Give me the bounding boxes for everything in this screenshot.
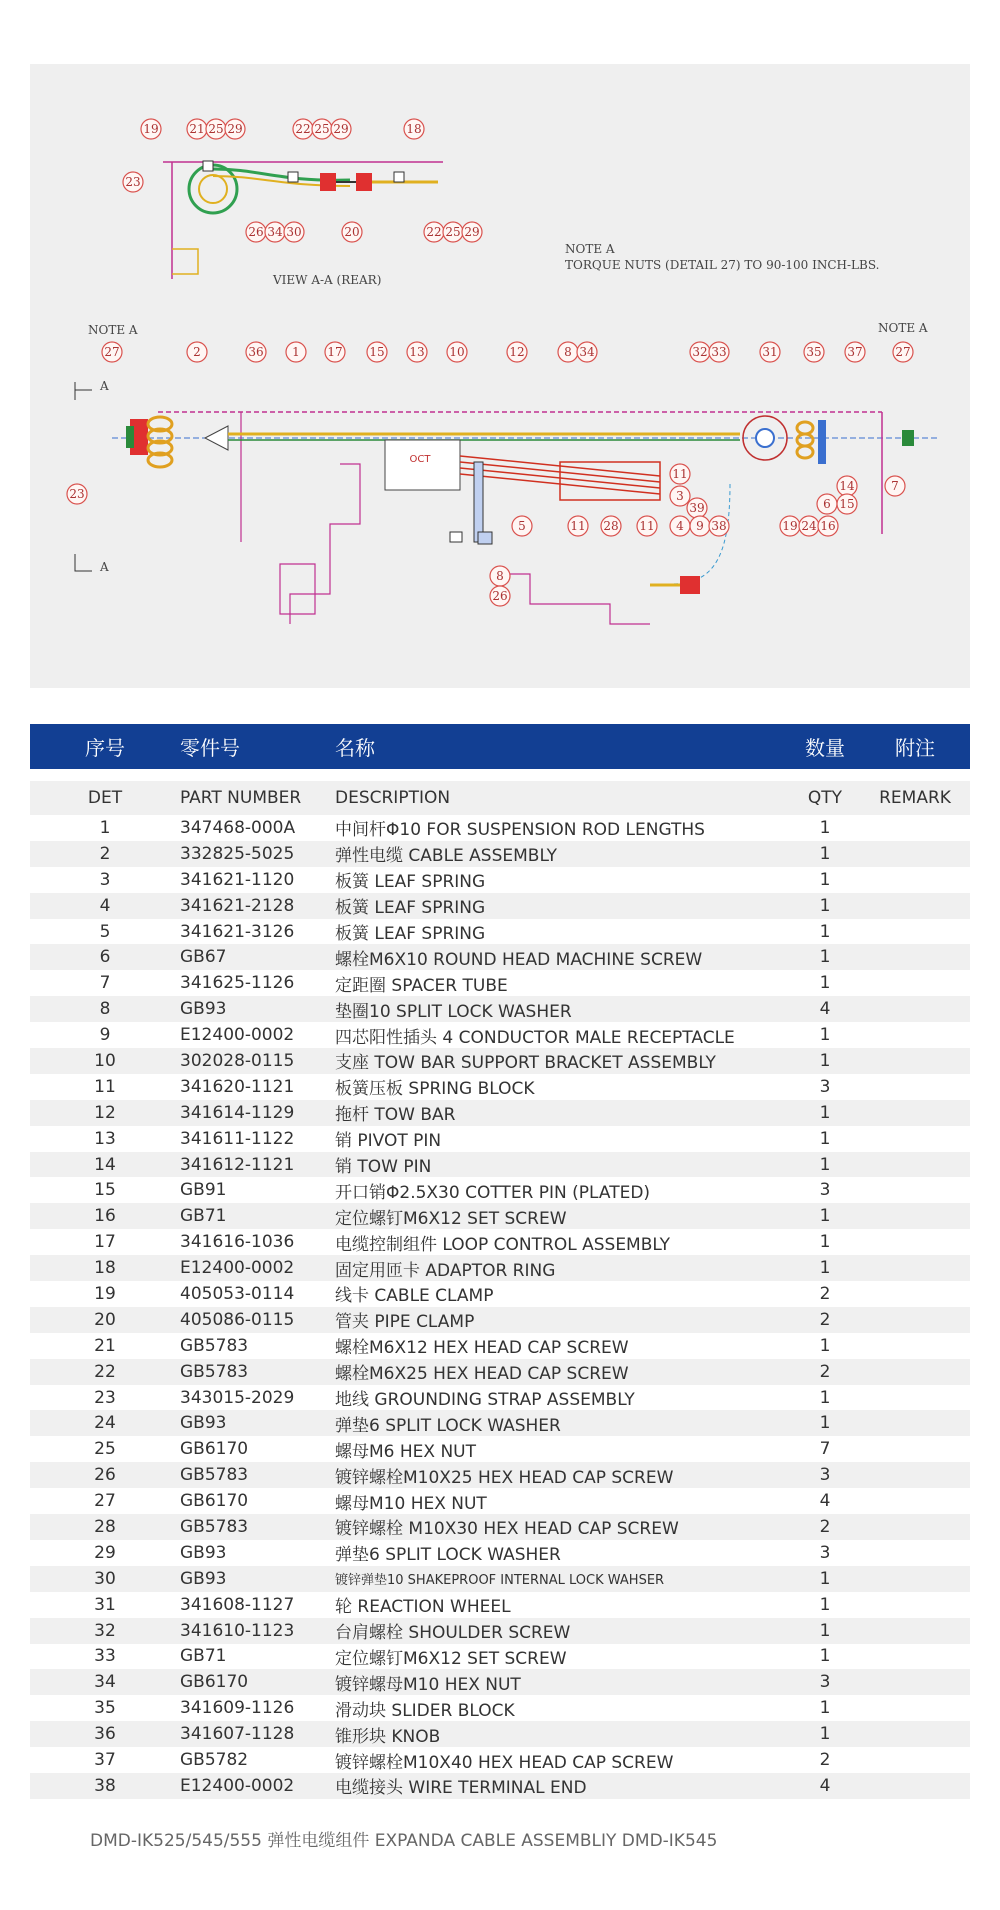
table-subheader [30, 781, 970, 815]
cell-part: 341611-1122 [180, 1128, 295, 1149]
cell-qty: 2 [819, 1516, 831, 1537]
table-row [30, 1022, 970, 1048]
cell-desc: 螺母M6 HEX NUT [335, 1441, 477, 1462]
header-part: 零件号 [180, 736, 240, 760]
cell-qty: 1 [819, 895, 831, 916]
table-row [30, 1566, 970, 1592]
drawing-svg [30, 64, 970, 688]
table-row [30, 1152, 970, 1178]
cell-det: 37 [94, 1750, 116, 1770]
cell-qty: 1 [819, 843, 831, 864]
header-qty: 数量 [805, 736, 845, 760]
callout-label: 16 [820, 519, 836, 533]
cell-desc: 镀锌螺栓 M10X30 HEX HEAD CAP SCREW [335, 1519, 679, 1540]
cell-part: 302028-0115 [180, 1050, 295, 1071]
cell-part: E12400-0002 [180, 1258, 295, 1279]
cell-det: 8 [99, 999, 111, 1020]
cell-desc: 弹垫6 SPLIT LOCK WASHER [335, 1415, 561, 1436]
cell-det: 32 [94, 1620, 116, 1641]
cell-qty: 1 [819, 947, 831, 968]
note-text: TORQUE NUTS (DETAIL 27) TO 90-100 INCH-LBS. [565, 258, 880, 272]
cell-det: 18 [94, 1258, 116, 1279]
cell-qty: 1 [819, 1698, 831, 1719]
callout-label: 4 [676, 519, 684, 533]
callout-label: 26 [248, 225, 264, 239]
section-marker-top [75, 382, 92, 400]
cell-det: 35 [94, 1698, 116, 1719]
cell-desc: 销 PIVOT PIN [335, 1131, 442, 1152]
cell-part: GB91 [180, 1180, 227, 1201]
table-row [30, 1488, 970, 1514]
cell-det: 26 [94, 1465, 116, 1486]
cell-qty: 2 [819, 1361, 831, 1382]
table-row [30, 1074, 970, 1100]
callout-label: 15 [369, 345, 385, 359]
callout-label: 25 [445, 225, 461, 239]
cell-det: 29 [94, 1542, 116, 1563]
cell-det: 22 [94, 1361, 116, 1382]
cell-part: GB93 [180, 1542, 227, 1563]
cell-desc: 螺栓M6X12 HEX HEAD CAP SCREW [335, 1338, 629, 1359]
subheader-desc: DESCRIPTION [335, 788, 451, 808]
cell-qty: 1 [819, 1258, 831, 1279]
cell-det: 30 [94, 1568, 116, 1589]
cell-qty: 4 [819, 1775, 831, 1796]
note-title: NOTE A [565, 242, 615, 256]
cell-desc: 板簧 LEAF SPRING [335, 872, 486, 893]
callout-label: 5 [518, 519, 526, 533]
technical-drawing [30, 64, 970, 688]
cell-part: 332825-5025 [180, 843, 295, 864]
callout-label: 17 [327, 345, 343, 359]
note-right: NOTE A [878, 321, 928, 335]
cell-part: E12400-0002 [180, 1025, 295, 1046]
callout-label: 11 [570, 519, 586, 533]
callout-label: 29 [227, 122, 243, 136]
callout-label: 1 [292, 345, 300, 359]
table-row [30, 1695, 970, 1721]
cell-qty: 1 [819, 1594, 831, 1615]
cell-desc: 台肩螺栓 SHOULDER SCREW [335, 1623, 571, 1644]
cell-qty: 1 [819, 869, 831, 890]
callout-label: 8 [564, 345, 572, 359]
table-row [30, 1669, 970, 1695]
cell-qty: 1 [819, 1232, 831, 1253]
cell-det: 4 [99, 895, 111, 916]
table-row [30, 1307, 970, 1333]
cell-part: 343015-2029 [180, 1387, 295, 1408]
cell-qty: 1 [819, 1387, 831, 1408]
callout-label: 11 [639, 519, 655, 533]
callout-label: 38 [711, 519, 727, 533]
table-row [30, 841, 970, 867]
cell-qty: 1 [819, 1568, 831, 1589]
cell-qty: 1 [819, 1335, 831, 1356]
header-desc: 名称 [335, 736, 375, 760]
rear-view [163, 161, 443, 279]
subheader-remark: REMARK [879, 788, 951, 808]
callout-label: 25 [314, 122, 330, 136]
callout-label: 21 [189, 122, 205, 136]
table-body [30, 815, 970, 1799]
callout-label: 11 [672, 467, 688, 481]
callout-label: 30 [286, 225, 302, 239]
table-header [30, 724, 970, 769]
cell-det: 2 [99, 843, 111, 864]
table-row [30, 970, 970, 996]
subheader-det: DET [87, 788, 123, 808]
main-view-callouts [67, 342, 913, 606]
table-row [30, 1410, 970, 1436]
callout-label: 7 [891, 479, 899, 493]
note-left: NOTE A [88, 323, 138, 337]
callout-label: 26 [492, 589, 508, 603]
cell-qty: 3 [819, 1180, 831, 1201]
cell-qty: 2 [819, 1750, 831, 1770]
cell-qty: 1 [819, 1724, 831, 1745]
cell-desc: 地线 GROUNDING STRAP ASSEMBLY [335, 1390, 635, 1411]
table-row [30, 1773, 970, 1799]
cell-qty: 1 [819, 817, 831, 838]
cell-part: 341621-3126 [180, 921, 295, 942]
cell-qty: 2 [819, 1309, 831, 1330]
table-row [30, 1592, 970, 1618]
cell-det: 14 [94, 1154, 116, 1175]
cell-det: 7 [99, 973, 111, 994]
table-row [30, 1618, 970, 1644]
callout-label: 9 [696, 519, 704, 533]
callout-label: 14 [839, 479, 855, 493]
cell-desc: 垫圈10 SPLIT LOCK WASHER [335, 1001, 572, 1022]
cell-desc: 螺栓M6X25 HEX HEAD CAP SCREW [335, 1364, 629, 1385]
table-row [30, 996, 970, 1022]
callout-label: 35 [806, 345, 822, 359]
cell-qty: 1 [819, 1102, 831, 1123]
table-row [30, 893, 970, 919]
cell-det: 11 [94, 1076, 116, 1097]
cell-det: 38 [94, 1775, 116, 1796]
cell-desc: 板簧压板 SPRING BLOCK [335, 1079, 535, 1100]
callout-label: 24 [801, 519, 817, 533]
callout-label: 28 [603, 519, 619, 533]
cell-part: GB6170 [180, 1672, 249, 1693]
cell-qty: 1 [819, 1646, 831, 1667]
callout-label: 3 [676, 489, 684, 503]
cell-det: 34 [94, 1672, 116, 1693]
table-row [30, 1281, 970, 1307]
cell-det: 17 [94, 1232, 116, 1253]
table-row [30, 1385, 970, 1411]
table-row [30, 815, 970, 841]
table-row [30, 1126, 970, 1152]
cell-det: 16 [94, 1206, 116, 1227]
cell-qty: 1 [819, 921, 831, 942]
table-row [30, 1721, 970, 1747]
cell-det: 1 [99, 817, 111, 838]
cell-part: GB93 [180, 1413, 227, 1434]
cell-det: 13 [94, 1128, 116, 1149]
cell-qty: 1 [819, 1050, 831, 1071]
cell-det: 23 [94, 1387, 116, 1408]
subheader-qty: QTY [807, 788, 843, 808]
cell-part: GB5783 [180, 1516, 249, 1537]
table-row [30, 1100, 970, 1126]
cell-part: 341621-2128 [180, 895, 295, 916]
table-row [30, 1644, 970, 1670]
cell-det: 21 [94, 1335, 116, 1356]
cell-qty: 1 [819, 1413, 831, 1434]
table-row [30, 1514, 970, 1540]
cell-qty: 1 [819, 1206, 831, 1227]
callout-label: 2 [193, 345, 201, 359]
cell-det: 33 [94, 1646, 116, 1667]
cell-det: 31 [94, 1594, 116, 1615]
table-row [30, 1203, 970, 1229]
callout-label: 36 [248, 345, 264, 359]
parts-table [30, 724, 970, 1799]
callout-label: 32 [692, 345, 708, 359]
table-row [30, 1462, 970, 1488]
cell-part: GB67 [180, 947, 227, 968]
cell-part: 341621-1120 [180, 869, 295, 890]
cell-desc: 中间杆Φ10 FOR SUSPENSION ROD LENGTHS [335, 820, 705, 841]
table-row [30, 1747, 970, 1773]
cell-part: GB6170 [180, 1491, 249, 1512]
cell-desc: 电缆控制组件 LOOP CONTROL ASSEMBLY [335, 1234, 670, 1255]
table-row [30, 919, 970, 945]
cell-det: 25 [94, 1439, 116, 1460]
callout-label: 22 [295, 122, 311, 136]
cell-desc: 线卡 CABLE CLAMP [335, 1286, 494, 1307]
callout-label: 27 [895, 345, 911, 359]
cell-desc: 镀锌弹垫10 SHAKEPROOF INTERNAL LOCK WAHSER [335, 1573, 665, 1589]
cell-part: GB93 [180, 999, 227, 1020]
cell-qty: 1 [819, 1128, 831, 1149]
cell-part: 341610-1123 [180, 1620, 295, 1641]
cell-det: 36 [94, 1724, 116, 1745]
callout-label: 10 [449, 345, 465, 359]
table-row [30, 1229, 970, 1255]
table-row [30, 1540, 970, 1566]
callout-label: 20 [344, 225, 360, 239]
cell-det: 6 [99, 947, 111, 968]
cell-desc: 镀锌螺栓M10X40 HEX HEAD CAP SCREW [335, 1752, 674, 1773]
cell-part: 341625-1126 [180, 973, 295, 994]
cell-part: GB5783 [180, 1361, 249, 1382]
cell-part: 405053-0114 [180, 1283, 295, 1304]
callout-label: 22 [426, 225, 442, 239]
cell-desc: 支座 TOW BAR SUPPORT BRACKET ASSEMBLY [335, 1053, 716, 1074]
subheader-part: PART NUMBER [180, 788, 302, 808]
cell-desc: 管夹 PIPE CLAMP [335, 1312, 475, 1333]
callout-label: 25 [208, 122, 224, 136]
cell-desc: 销 TOW PIN [335, 1157, 432, 1178]
cell-qty: 3 [819, 1076, 831, 1097]
callout-label: 31 [762, 345, 778, 359]
header-det: 序号 [85, 736, 125, 760]
cell-det: 10 [94, 1050, 116, 1071]
cell-desc: 弹性电缆 CABLE ASSEMBLY [335, 846, 558, 867]
callout-label: 8 [496, 569, 504, 583]
callout-label: 18 [406, 122, 422, 136]
callout-label: 29 [464, 225, 480, 239]
cell-det: 9 [99, 1025, 111, 1046]
cell-part: 341616-1036 [180, 1232, 295, 1253]
callout-label: 29 [333, 122, 349, 136]
table-row [30, 1436, 970, 1462]
table-row [30, 1177, 970, 1203]
callout-label: 15 [839, 497, 855, 511]
cell-det: 15 [94, 1180, 116, 1201]
cell-qty: 4 [819, 999, 831, 1020]
cell-part: 341620-1121 [180, 1076, 295, 1097]
cell-part: GB5783 [180, 1465, 249, 1486]
cell-part: E12400-0002 [180, 1775, 295, 1796]
cell-qty: 1 [819, 1154, 831, 1175]
cell-desc: 轮 REACTION WHEEL [335, 1597, 511, 1618]
cell-det: 28 [94, 1516, 116, 1537]
footer-caption: DMD-IK525/545/555 弹性电缆组件 EXPANDA CABLE ASSEMBLIY DMD-IK545 [90, 1831, 718, 1851]
section-a-top: A [100, 379, 109, 393]
cell-qty: 1 [819, 1025, 831, 1046]
cell-desc: 螺栓M6X10 ROUND HEAD MACHINE SCREW [335, 949, 703, 970]
callout-label: 33 [711, 345, 727, 359]
cell-det: 27 [94, 1491, 116, 1512]
cell-part: 341608-1127 [180, 1594, 295, 1615]
cell-desc: 开口销Φ2.5X30 COTTER PIN (PLATED) [335, 1182, 651, 1203]
cell-qty: 4 [819, 1491, 831, 1512]
cell-det: 24 [94, 1413, 116, 1434]
callout-label: 37 [847, 345, 863, 359]
cell-part: GB71 [180, 1646, 227, 1667]
cell-qty: 2 [819, 1283, 831, 1304]
view-label: VIEW A-A (REAR) [273, 273, 382, 287]
cell-det: 20 [94, 1309, 116, 1330]
cell-qty: 3 [819, 1672, 831, 1693]
cell-part: GB6170 [180, 1439, 249, 1460]
cell-desc: 定距圈 SPACER TUBE [335, 975, 508, 996]
cell-det: 19 [94, 1283, 116, 1304]
callout-label: 23 [125, 175, 141, 189]
cell-qty: 1 [819, 1620, 831, 1641]
callout-label: 19 [782, 519, 798, 533]
cell-desc: 板簧 LEAF SPRING [335, 924, 486, 944]
table-row [30, 1255, 970, 1281]
cell-desc: 电缆接头 WIRE TERMINAL END [335, 1778, 587, 1799]
cell-det: 3 [99, 869, 111, 890]
callout-label: 34 [267, 225, 283, 239]
section-marker-bottom [75, 554, 92, 571]
cell-desc: 板簧 LEAF SPRING [335, 898, 486, 919]
cell-qty: 7 [819, 1439, 831, 1460]
callout-label: 34 [579, 345, 595, 359]
cell-desc: 弹垫6 SPLIT LOCK WASHER [335, 1545, 561, 1566]
callout-label: 13 [409, 345, 425, 359]
table-row [30, 1333, 970, 1359]
table-row [30, 1359, 970, 1385]
callout-label: 19 [143, 122, 159, 136]
cell-desc: 定位螺钉M6X12 SET SCREW [335, 1648, 567, 1669]
cell-part: GB5782 [180, 1750, 249, 1770]
cell-part: GB5783 [180, 1335, 249, 1356]
cell-qty: 3 [819, 1542, 831, 1563]
callout-label: 23 [69, 487, 85, 501]
cell-part: 347468-000A [180, 817, 296, 838]
table-row [30, 867, 970, 893]
cell-desc: 锥形块 KNOB [335, 1726, 441, 1747]
cell-det: 12 [94, 1102, 116, 1123]
cell-part: GB71 [180, 1206, 227, 1227]
callout-label: 12 [509, 345, 525, 359]
cell-desc: 固定用匝卡 ADAPTOR RING [335, 1260, 556, 1281]
cell-part: 341614-1129 [180, 1102, 295, 1123]
cell-desc: 拖杆 TOW BAR [335, 1105, 456, 1126]
cell-desc: 滑动块 SLIDER BLOCK [335, 1700, 515, 1721]
header-remark: 附注 [895, 736, 935, 760]
svg-text:OCT: OCT [409, 454, 431, 465]
cell-desc: 镀锌螺栓M10X25 HEX HEAD CAP SCREW [335, 1467, 674, 1488]
cell-part: GB93 [180, 1568, 227, 1589]
cell-qty: 1 [819, 973, 831, 994]
cell-det: 5 [99, 921, 111, 942]
cell-desc: 镀锌螺母M10 HEX NUT [335, 1674, 521, 1695]
callout-label: 6 [823, 497, 831, 511]
cell-qty: 3 [819, 1465, 831, 1486]
table-row [30, 1048, 970, 1074]
cell-part: 405086-0115 [180, 1309, 295, 1330]
callout-label: 39 [689, 501, 705, 515]
cell-desc: 四芯阳性插头 4 CONDUCTOR MALE RECEPTACLE [335, 1027, 735, 1048]
cell-desc: 螺母M10 HEX NUT [335, 1493, 487, 1514]
section-a-bottom: A [100, 560, 109, 574]
callout-label: 27 [104, 345, 120, 359]
cell-desc: 定位螺钉M6X12 SET SCREW [335, 1208, 567, 1229]
cell-part: 341607-1128 [180, 1724, 295, 1745]
cell-part: 341612-1121 [180, 1154, 295, 1175]
cell-part: 341609-1126 [180, 1698, 295, 1719]
table-row [30, 944, 970, 970]
